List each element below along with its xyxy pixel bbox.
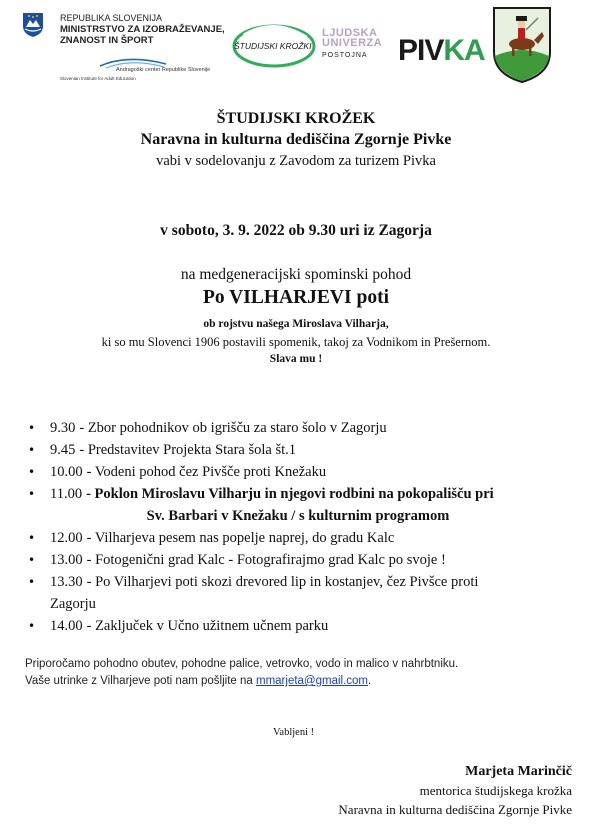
signature-block bbox=[338, 762, 572, 819]
program-text: - Zbor pohodnikov ob igrišču za staro šolo v Zagorju bbox=[79, 420, 387, 436]
gov-line-1: REPUBLIKA SLOVENIJA bbox=[60, 13, 163, 23]
program-time: 11.00 bbox=[50, 486, 83, 502]
lu-line-1: LJUDSKA bbox=[322, 27, 378, 39]
acs-name: Andragoški center Republike Slovenije bbox=[116, 67, 211, 73]
program-item bbox=[28, 417, 578, 439]
acs-name-en: Slovenian Institute for Adult Education bbox=[60, 76, 136, 81]
program-text: - Vilharjeva pesem nas popelje naprej, do gradu Kalc bbox=[86, 530, 395, 546]
program-item bbox=[28, 615, 578, 637]
pivka-logo-part-2: KA bbox=[443, 34, 485, 67]
program-text-continued: Sv. Barbari v Knežaku / s kulturnim programom bbox=[146, 508, 450, 524]
event-slava: Slava mu ! bbox=[269, 353, 323, 365]
ljudska-univerza-logo bbox=[322, 28, 382, 74]
program-item bbox=[28, 527, 578, 549]
event-intro: na medgeneracijski spominski pohod bbox=[180, 266, 412, 283]
event-name: Po VILHARJEVI poti bbox=[202, 287, 389, 308]
lu-line-2: UNIVERZA bbox=[322, 37, 383, 49]
program-item bbox=[28, 439, 578, 461]
program-text: - Po Vilharjevi poti skozi drevored lip in kostanjev, čez Pivšce proti bbox=[86, 574, 479, 590]
event-detail: ki so mu Slovenci 1906 postavili spomenik, takoj za Vodnikom in Prešernom. bbox=[101, 335, 491, 349]
slovenia-crest-icon bbox=[22, 12, 44, 38]
program-item bbox=[28, 461, 578, 483]
program-time: 12.00 bbox=[50, 530, 83, 546]
note-end: . bbox=[368, 675, 372, 687]
event-occasion: ob rojstvu našega Miroslava Vilharja, bbox=[203, 318, 389, 330]
pivka-logo bbox=[398, 34, 485, 68]
acs-logo bbox=[58, 56, 228, 86]
coat-of-arms-icon bbox=[492, 6, 552, 84]
lu-place: POSTOJNA bbox=[322, 52, 368, 59]
program-list bbox=[28, 417, 578, 637]
logo-bar bbox=[0, 0, 592, 100]
gov-line-2: MINISTRSTVO ZA IZOBRAŽEVANJE, bbox=[60, 24, 225, 35]
circle-title: ŠTUDIJSKI KROŽEK bbox=[216, 110, 376, 127]
program-text: - Predstavitev Projekta Stara šola št.1 bbox=[79, 442, 297, 458]
program-time: 13.30 bbox=[50, 574, 83, 590]
program-text: - Fotogenični grad Kalc - Fotografirajmo grad Kalc po svoje ! bbox=[86, 552, 446, 568]
note-line-1: Priporočamo pohodno obutev, pohodne palice, vetrovko, vodo in malico v nahrbtniku. bbox=[25, 658, 459, 670]
program-text-continued: Zagorju bbox=[50, 596, 96, 612]
signer-org: Naravna in kulturna dediščina Zgornje Pivke bbox=[338, 802, 572, 817]
program-text: - Poklon Miroslavu Vilharju in njegovi rodbini na pokopališču pri bbox=[86, 486, 494, 502]
note-line-2: Vaše utrinke z Vilharjeve poti nam pošljite na bbox=[25, 675, 253, 687]
signer-name: Marjeta Marinčič bbox=[465, 764, 572, 779]
gov-line-3: ZNANOST IN ŠPORT bbox=[60, 35, 154, 46]
pivka-logo-part-1: PIV bbox=[398, 34, 444, 67]
program-item bbox=[28, 549, 578, 571]
program-time: 13.00 bbox=[50, 552, 83, 568]
signer-role: mentorica študijskega krožka bbox=[419, 783, 572, 798]
invited-text: Vabljeni ! bbox=[273, 727, 315, 738]
studijski-krozki-logo bbox=[230, 22, 318, 70]
invitation-line: vabi v sodelovanju z Zavodom za turizem Pivka bbox=[156, 153, 436, 169]
program-text: - Vodeni pohod čez Pivšče proti Knežaku bbox=[86, 464, 327, 480]
krozki-label: ŠTUDIJSKI KROŽKI bbox=[234, 41, 312, 51]
circle-subtitle: Naravna in kulturna dediščina Zgornje Pivke bbox=[140, 131, 452, 148]
program-item bbox=[28, 483, 578, 527]
program-time: 14.00 bbox=[50, 618, 83, 634]
email-link[interactable]: mmarjeta@gmail.com bbox=[256, 675, 369, 687]
program-time: 9.45 bbox=[50, 442, 76, 458]
program-item bbox=[28, 571, 578, 615]
recommendation-note bbox=[25, 656, 458, 690]
program-time: 10.00 bbox=[50, 464, 83, 480]
program-time: 9.30 bbox=[50, 420, 76, 436]
event-date: v soboto, 3. 9. 2022 ob 9.30 uri iz Zagorja bbox=[160, 222, 432, 239]
program-text: - Zaključek v Učno užitnem učnem parku bbox=[86, 618, 329, 634]
